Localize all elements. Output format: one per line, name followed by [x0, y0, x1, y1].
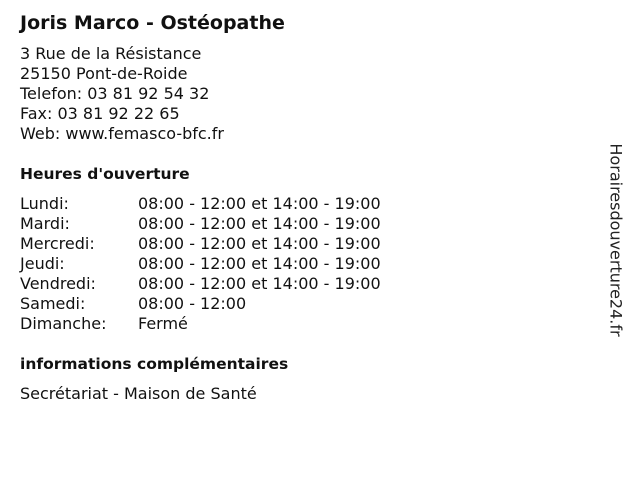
- opening-hours-heading: Heures d'ouverture: [20, 165, 190, 183]
- additional-info-heading: informations complémentaires: [20, 355, 289, 373]
- opening-hours-table: [20, 194, 440, 334]
- hours-row-tuesday: [20, 214, 440, 234]
- watermark: [592, 0, 640, 480]
- time-value: 08:00 - 12:00 et 14:00 - 19:00: [138, 234, 381, 253]
- phone-number: Telefon: 03 81 92 54 32: [20, 84, 210, 103]
- time-value: 08:00 - 12:00: [138, 294, 247, 313]
- additional-info-text: Secrétariat - Maison de Santé: [20, 384, 257, 403]
- business-title: Joris Marco - Ostéopathe: [20, 12, 285, 34]
- day-label: Vendredi:: [20, 274, 96, 293]
- watermark-text: Horairesdouverture24.fr: [606, 143, 626, 337]
- day-label: Jeudi:: [20, 254, 65, 273]
- day-label: Samedi:: [20, 294, 86, 313]
- street-address: 3 Rue de la Résistance: [20, 44, 202, 63]
- time-value: 08:00 - 12:00 et 14:00 - 19:00: [138, 254, 381, 273]
- hours-row-friday: [20, 274, 440, 294]
- hours-row-wednesday: [20, 234, 440, 254]
- day-label: Dimanche:: [20, 314, 107, 333]
- day-label: Mercredi:: [20, 234, 95, 253]
- hours-row-monday: [20, 194, 440, 214]
- hours-row-sunday: [20, 314, 440, 334]
- address-block: [20, 44, 224, 144]
- hours-row-saturday: [20, 294, 440, 314]
- time-value: Fermé: [138, 314, 188, 333]
- time-value: 08:00 - 12:00 et 14:00 - 19:00: [138, 214, 381, 233]
- hours-row-thursday: [20, 254, 440, 274]
- day-label: Lundi:: [20, 194, 69, 213]
- website: Web: www.femasco-bfc.fr: [20, 124, 224, 143]
- time-value: 08:00 - 12:00 et 14:00 - 19:00: [138, 274, 381, 293]
- fax-number: Fax: 03 81 92 22 65: [20, 104, 180, 123]
- time-value: 08:00 - 12:00 et 14:00 - 19:00: [138, 194, 381, 213]
- day-label: Mardi:: [20, 214, 70, 233]
- city-address: 25150 Pont-de-Roide: [20, 64, 188, 83]
